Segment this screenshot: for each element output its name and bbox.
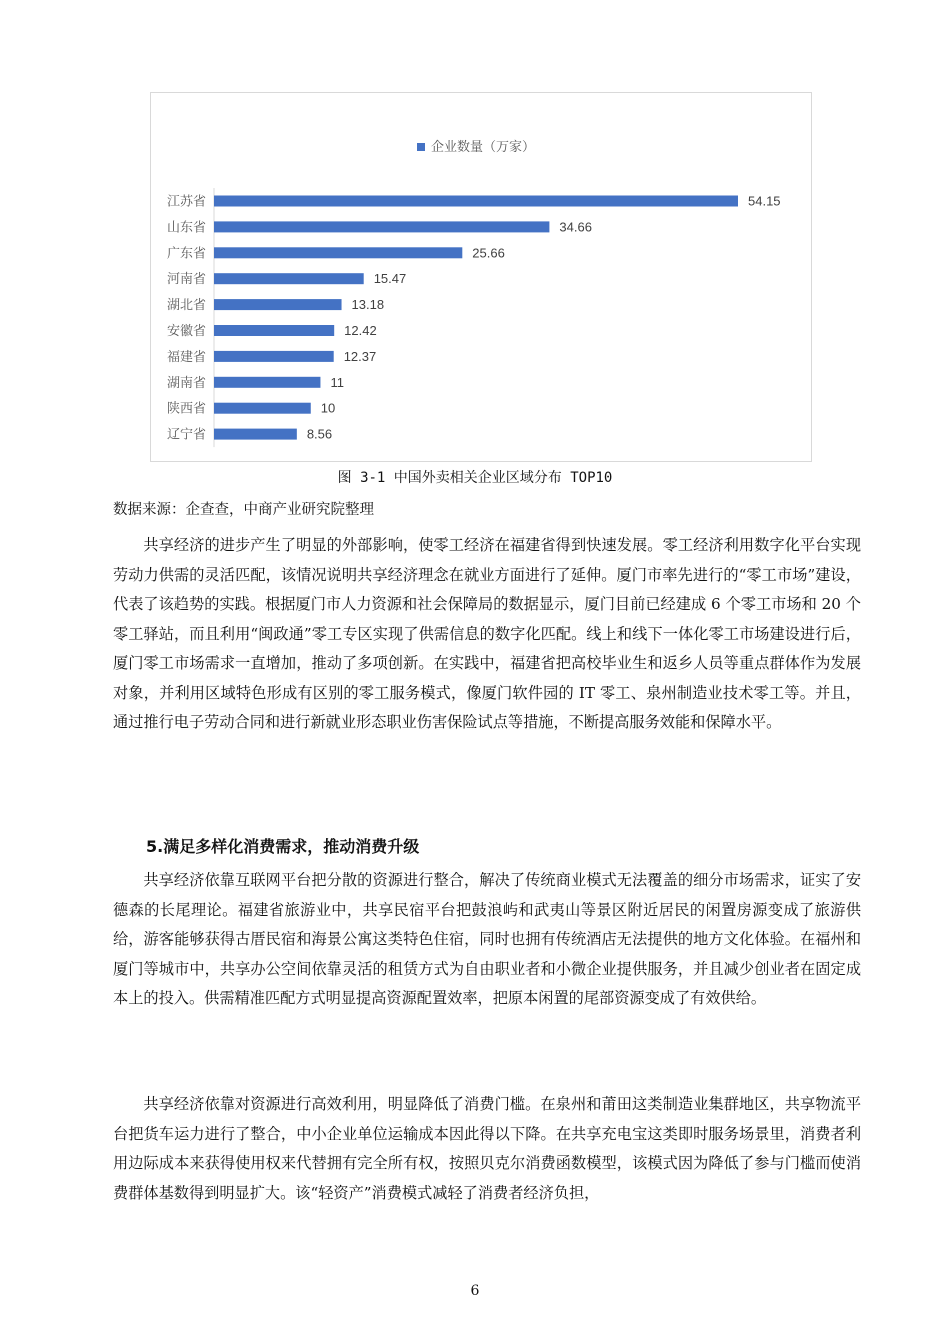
- category-label: 河南省: [166, 271, 206, 287]
- value-label: 12.37: [343, 348, 377, 364]
- value-label: 54.15: [748, 193, 781, 209]
- value-label: 34.66: [559, 219, 592, 235]
- legend-label: 企业数量（万家）: [431, 139, 536, 154]
- bar: [214, 273, 364, 284]
- chart-frame: [150, 92, 812, 462]
- page-number: 6: [470, 1283, 480, 1299]
- category-label: 福建省: [166, 348, 206, 364]
- paragraph-1: 共享经济的进步产生了明显的外部影响，使零工经济在福建省得到快速发展。零工经济利用数字化平台实现劳动力供需的灵活匹配，该情况说明共享经济理念在就业方面进行了延伸。厦门市率先进行的“零工市场”建设，代表了该趋势的实践。根据厦门市人力资源和社会保障局的数据显示，厦门目前已经建成 6 个零工市场和 20 个零工驿站，而且利用“闽政通”零工专区实现了供需信息的数字化匹配。线上和线下一体化零工市场建设进行后，厦门零工市场需求一直增加，推动了多项创新。在实践中，福建省把高校毕业生和返乡人员等重点群体作为发展对象，并利用区域特色形成有区别的零工服务模式，像厦门软件园的 IT 零工、泉州制造业技术零工等。并且，通过推行电子劳动合同和进行新就业形态职业伤害保险试点等措施，不断提高服务效能和保障水平。: [113, 536, 861, 731]
- value-label: 25.66: [472, 245, 505, 261]
- value-label: 15.47: [373, 271, 407, 287]
- figure-caption: 图 3-1 中国外卖相关企业区域分布 TOP10: [337, 470, 613, 486]
- section-heading: 5.满足多样化消费需求，推动消费升级: [146, 837, 420, 856]
- category-label: 江苏省: [166, 193, 206, 209]
- bar: [214, 325, 334, 336]
- value-label: 10: [320, 400, 336, 416]
- category-label: 广东省: [166, 245, 206, 261]
- bar: [214, 196, 738, 207]
- chart-legend: [417, 139, 535, 154]
- category-label: 湖南省: [166, 374, 206, 390]
- category-label: 陕西省: [166, 400, 206, 416]
- bar: [214, 377, 320, 388]
- category-label: 辽宁省: [166, 426, 206, 442]
- value-label: 11: [330, 374, 344, 390]
- paragraph-2: 共享经济依靠互联网平台把分散的资源进行整合，解决了传统商业模式无法覆盖的细分市场需求，证实了安德森的长尾理论。福建省旅游业中，共享民宿平台把鼓浪屿和武夷山等景区附近居民的闲置房源变成了旅游供给，游客能够获得古厝民宿和海景公寓这类特色住宿，同时也拥有传统酒店无法提供的地方文化体验。在福州和厦门等城市中，共享办公空间依靠灵活的租赁方式为自由职业者和小微企业提供服务，并且减少创业者在固定成本上的投入。供需精准匹配方式明显提高资源配置效率，把原本闲置的尾部资源变成了有效供给。: [113, 871, 861, 1007]
- bar: [214, 299, 342, 310]
- data-source-note: 数据来源：企查查，中商产业研究院整理: [113, 502, 374, 518]
- bar-chart: [151, 93, 813, 463]
- category-label: 湖北省: [166, 297, 206, 313]
- value-label: 13.18: [351, 297, 385, 313]
- bar: [214, 221, 549, 232]
- bar: [214, 351, 334, 362]
- category-label: 安徽省: [166, 323, 206, 338]
- bar: [214, 429, 297, 440]
- bar: [214, 247, 462, 258]
- paragraph-3: 共享经济依靠对资源进行高效利用，明显降低了消费门槛。在泉州和莆田这类制造业集群地区，共享物流平台把货车运力进行了整合，中小企业单位运输成本因此得以下降。在共享充电宝这类即时服务场景里，消费者利用边际成本来获得使用权来代替拥有完全所有权，按照贝克尔消费函数模型，该模式因为降低了参与门槛而使消费群体基数得到明显扩大。该“轻资产”消费模式减轻了消费者经济负担，: [113, 1095, 861, 1202]
- value-label: 8.56: [306, 426, 333, 442]
- category-label: 山东省: [166, 219, 206, 235]
- legend-swatch: [417, 143, 425, 151]
- value-label: 12.42: [344, 323, 377, 338]
- bar: [214, 403, 311, 414]
